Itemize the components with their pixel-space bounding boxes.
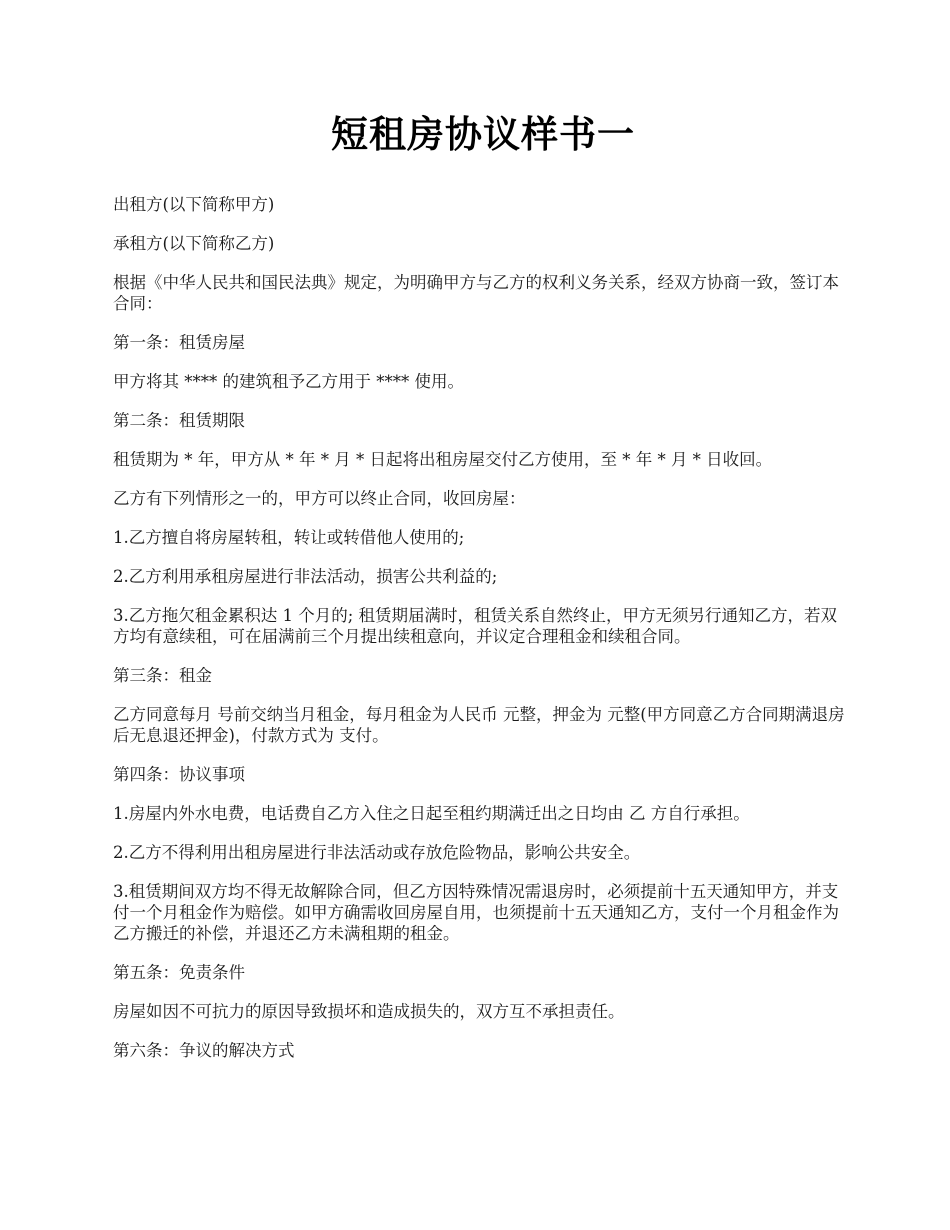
article-2-item-1: 1.乙方擅自将房屋转租，转让或转借他人使用的; bbox=[113, 528, 465, 547]
article-2-item-2: 2.乙方利用承租房屋进行非法活动，损害公共利益的; bbox=[113, 567, 498, 586]
article-4-item-1: 1.房屋内外水电费，电话费自乙方入住之日起至租约期满迁出之日均由 乙 方自行承担。 bbox=[113, 804, 750, 823]
article-3-text: 乙方同意每月 号前交纳当月租金，每月租金为人民币 元整，押金为 元整(甲方同意乙方合同期满退房后无息退还押金)，付款方式为 支付。 bbox=[113, 705, 845, 745]
article-2-term-text: 租赁期为 * 年，甲方从 * 年 * 月 * 日起将出租房屋交付乙方使用，至 * 年 * 月 * 日收回。 bbox=[113, 450, 773, 469]
article-1-heading: 第一条：租赁房屋 bbox=[113, 333, 245, 352]
article-6-heading: 第六条：争议的解决方式 bbox=[113, 1041, 295, 1060]
party-b-line: 承租方(以下简称乙方) bbox=[113, 234, 275, 253]
party-a-line: 出租方(以下简称甲方) bbox=[113, 195, 275, 214]
article-2-heading: 第二条：租赁期限 bbox=[113, 411, 245, 430]
article-2-termination-intro: 乙方有下列情形之一的，甲方可以终止合同，收回房屋： bbox=[113, 489, 526, 508]
document-page bbox=[113, 108, 853, 1079]
article-2-item-3: 3.乙方拖欠租金累积达 1 个月的; 租赁期届满时，租赁关系自然终止，甲方无须另行通知乙方，若双方均有意续租，可在届满前三个月提出续租意向，并议定合理租金和续租合同。 bbox=[113, 606, 838, 646]
article-3-heading: 第三条：租金 bbox=[113, 666, 212, 685]
article-4-item-2: 2.乙方不得利用出租房屋进行非法活动或存放危险物品，影响公共安全。 bbox=[113, 843, 641, 862]
preamble-paragraph: 根据《中华人民共和国民法典》规定，为明确甲方与乙方的权利义务关系，经双方协商一致，签订本合同： bbox=[113, 273, 839, 313]
article-5-text: 房屋如因不可抗力的原因导致损坏和造成损失的，双方互不承担责任。 bbox=[113, 1002, 625, 1021]
article-4-heading: 第四条：协议事项 bbox=[113, 765, 245, 784]
document-title: 短租房协议样书一 bbox=[331, 112, 635, 156]
article-4-item-3: 3.租赁期间双方均不得无故解除合同，但乙方因特殊情况需退房时，必须提前十五天通知甲方，并支付一个月租金作为赔偿。如甲方确需收回房屋自用，也须提前十五天通知乙方，支付一个月租金作为乙方搬迁的补偿，并退还乙方未满租期的租金。 bbox=[113, 882, 839, 943]
article-1-text: 甲方将其 **** 的建筑租予乙方用于 **** 使用。 bbox=[113, 372, 464, 391]
article-5-heading: 第五条：免责条件 bbox=[113, 963, 245, 982]
